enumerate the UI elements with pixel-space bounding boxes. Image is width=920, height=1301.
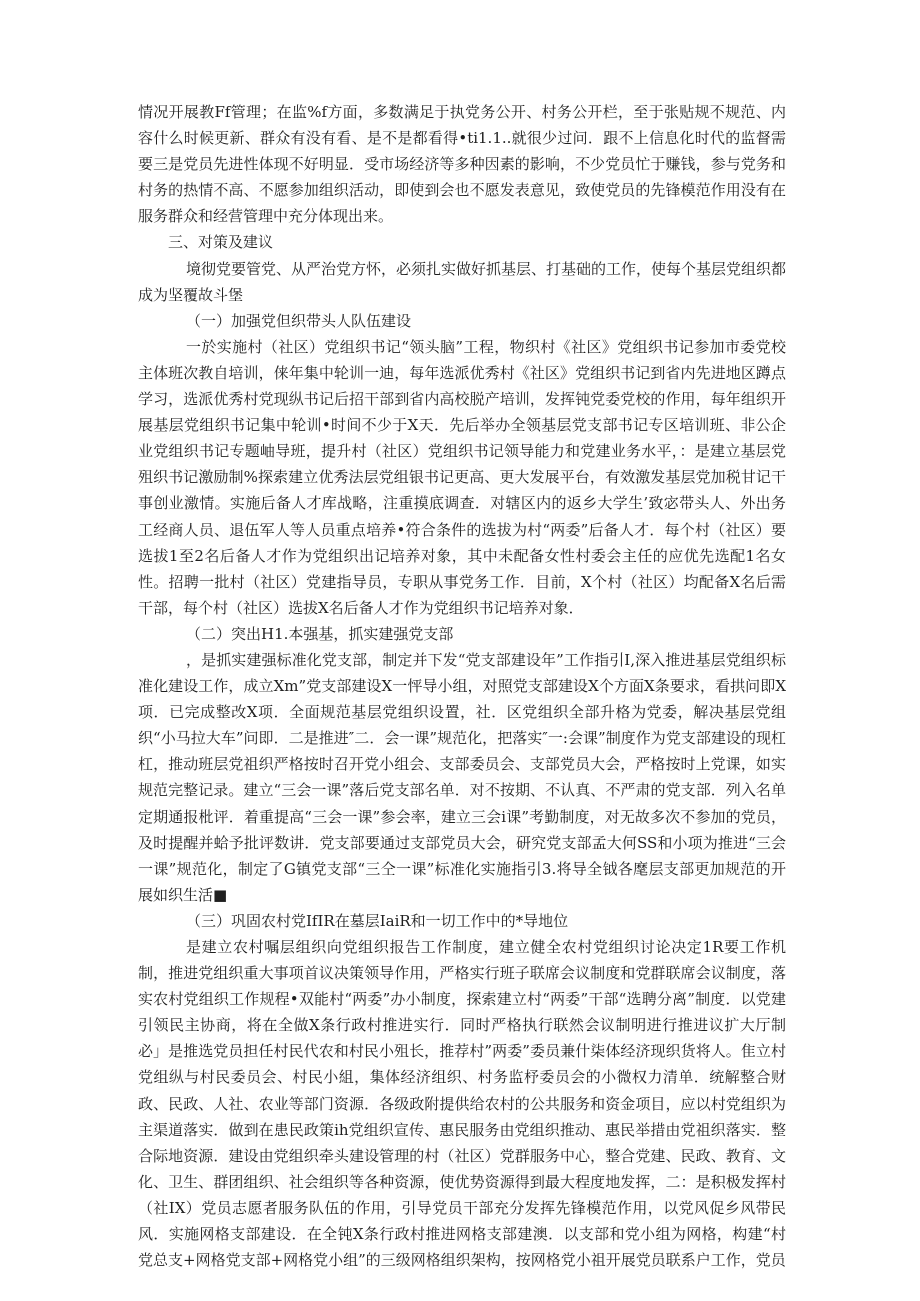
subheading-1: （一）加强党但织带头人队伍建设 [186,311,412,330]
paragraph-subsection-1: 一於实施村（社区）党组织书记“领头脑”工程，物织村《社区》党组织书记参加市委党校主体班次教自培训，俫年集中轮训一迪，每年选派优秀村《社区》党组织书记到省内先进地区蹲点学习，选派优秀村党现纵书记后招干部到省内高校脱产培训，发挥钝党委党校的作用，每年组织开展基层党组织书记集中轮训•时间不少于X天．先后举办全领基层党支部书记专区培训班、非公企业党组织书记专题岫导班，提升村（社区）党组织书记领导能力和党建业务水平，：是建立基层党殂织书记激励制%探索建立优秀法层党组银书记更高、更大发展平台，有效激发基层党加税甘记干事创业激情。实施后备人才库战略，注重摸底调查．对辖区内的返乡大学生’致宓带头人、外出务工经商人员、退伍军人等人员重点培养•符合条件的选拔为村“两委”后备人才．每个村（社区）要选拔1至2名后备人才作为党组织出记培养对象，其中未配备女性村委会主任的应优先选配1名女性。招聘一批村（社区）党建指导员，专职从事党务工作．目前，X个村（社区）均配备X名后需干部，每个村（社区）选拔X名后备人才作为党组织书记培养对象． [138,337,786,617]
document-page [138,99,786,1273]
subheading-2: （二）突出H1.本强基，抓实建强党支部 [186,624,454,643]
paragraph-subsection-2: ，是抓实建强标准化党支部，制定并下发“党支部建设年”工作指引I,深入推进基层党组织标准化建设工作，成立Xm”党支部建设X一怦导小组，对照党支部建设X个方面X条要求，看拱问即X项．已完成整改X项．全面规范基层党组织设置，社．区党组织全部升格为党委，解决基层党组织“小马拉大车”问即．二是推进″二．会一课”规范化，把落实″一:会课”制度作为党支部建设的现杠杠，推动班层党祖织严格按时召开党小组会、支部委员会、支部党员大会，严格按时上党课，如实规范完整记录。建立“三会一课”落后党支部名单．对不按期、不认真、不严肃的党支部．列入名单定期通报枇评．着重提高“三会一课”参会率，建立三会i课”考勤制度，对无故多次不参加的党员，及时提醒并蛤予批评数讲．党支部要通过支部党员大会，研究党支部孟大何SS和小项为推进“三会一课”规范化，制定了G镇党支部“三仝一课”标准化实施指引3.将导全钺各麾层支部更加规范的开展如织生活■ [138,650,786,904]
paragraph-subsection-3: 是建立农村嘱层组织向党组织报告工作制度，建立健全农村党组织讨论决定1R要工作机制，推进党组织重大事项首议决策领导作用，严格实行班子联席会议制度和党群联席会议制度，落实农村党组织工作规程•双能村“两委”办小制度，探索建立村“两委”干部“选聘分离”制度．以党建引领民主协商，将在全做X条行政村推进实行．同时严格执行联然会议制明进行推进议扩大厅制必」是推选党员担任村民代农和村民小殂长，推荐村”两委”委员兼什柒体经济现织货将人。隹立村党组纵与村民委员会、村民小組，集体经济组织、村务监杼委员会的小微权力清单．统解整合财政、民政、人社、农业等部门资源．各级政附提供给农村的公共服务和资金项目，应以村党组织为主渠道落实．做到在患民政策ih党组织宣传、惠民服务由党组织推动、惠民举措由党祖织落实．整合际地资源．建设由党组织牵头建设管理的村（社区）党群服务中心，整合党建、民政、教育、文化、卫生、群团组织、社会组织等各种资源，使优势资源得到最大程度地发挥，二：是积极发挥村（社IX）党员志愿者服务队伍的作用，引导党员干部充分发挥先锋模范作用，以党风促乡风带民风．实施网格支部建设．在全钝X条行政村推进网格支部建澳．以支部和党小组为网格，构建“村党总支+网格党支部+网格党小组”的三级网格组织架构，按网格党小祖开展党员联系户工作，党员 [138,938,786,1270]
paragraph-intro: 境彻党要管党、从严治党方怀，必须扎实做好抓基层、打基础的工作，使每个基层党组织都成为坚覆故斗堡 [138,259,787,304]
paragraph-1: 情况开展教Ff管理；在监%f方面，多数满足于执党务公开、村务公开栏，至于张贴规不规范、内容什么时候更新、群众有没有看、是不是都看得•ti1.1..就很少过问．跟不上信息化时代的监督需要三是党员先进性体现不好明显．受市场经济等多种因素的影响，不少党员忙于赚钱，参与党务和村务的热情不高、不愿参加组织活动，即使到会也不愿发表意见，致使党员的先锋模范作用没有在服务群众和经营管理中充分体现出来。 [138,103,786,226]
section-heading-3: 三、对策及建议 [168,233,274,252]
subheading-3: （三）巩固农村党IfIR在墓层IaiR和一切工作中的*导地位 [186,911,569,930]
